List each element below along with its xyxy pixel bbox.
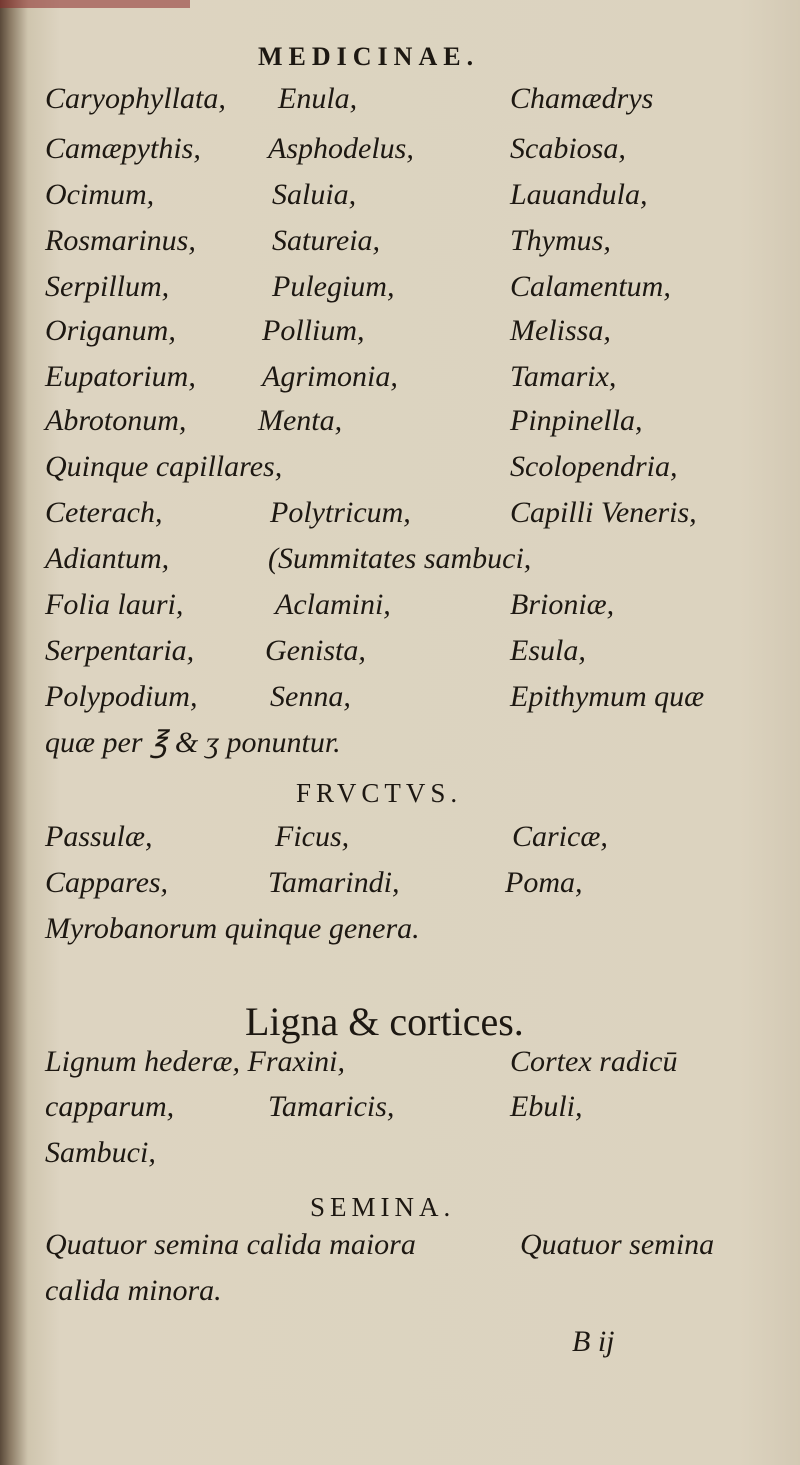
entry: Ocimum, (45, 178, 155, 211)
entry: Origanum, (45, 314, 176, 347)
entry: Caryophyllata, (45, 82, 226, 115)
entry: Quinque capillares, (45, 450, 283, 483)
entry: Cappares, (45, 866, 169, 899)
entry: Senna, (270, 680, 351, 713)
entry: Lignum hederæ, Fraxini, (45, 1045, 345, 1078)
entry: Epithymum quæ (510, 680, 705, 713)
entry: quæ per ℥ & ʒ ponuntur. (45, 726, 341, 759)
entry: Tamarindi, (268, 866, 400, 899)
entry: Enula, (278, 82, 358, 115)
entry: Chamædrys (510, 82, 654, 115)
entry: Genista, (265, 634, 366, 667)
entry: Passulæ, (45, 820, 153, 853)
entry: Polypodium, (45, 680, 198, 713)
entry: Quatuor semina (520, 1228, 715, 1261)
entry: Capilli Veneris, (510, 496, 697, 529)
entry: Pulegium, (272, 270, 395, 303)
entry: Cortex radicū (510, 1045, 678, 1078)
section-heading-ligna: Ligna & cortices. (245, 999, 524, 1044)
entry: Ebuli, (510, 1090, 583, 1123)
entry: Menta, (258, 404, 343, 437)
entry: Folia lauri, (45, 588, 184, 621)
entry: Camæpythis, (45, 132, 201, 165)
entry: Scolopendria, (510, 450, 678, 483)
entry: Agrimonia, (262, 360, 398, 393)
entry: calida minora. (45, 1274, 222, 1307)
entry: Scabiosa, (510, 132, 626, 165)
entry: Lauandula, (510, 178, 648, 211)
entry: Sambuci, (45, 1136, 156, 1169)
entry: Ceterach, (45, 496, 163, 529)
entry: Asphodelus, (268, 132, 414, 165)
entry: Serpillum, (45, 270, 170, 303)
entry: Caricæ, (512, 820, 608, 853)
signature-mark: B ij (572, 1325, 615, 1358)
entry: Saluia, (272, 178, 357, 211)
section-heading-semina: SEMINA. (310, 1192, 456, 1222)
entry: Quatuor semina calida maiora (45, 1228, 416, 1261)
entry: Polytricum, (270, 496, 411, 529)
entry: Serpentaria, (45, 634, 195, 667)
entry: Esula, (510, 634, 586, 667)
entry: Brioniæ, (510, 588, 615, 621)
entry: Tamaricis, (268, 1090, 395, 1123)
entry: Thymus, (510, 224, 611, 257)
entry: Abrotonum, (45, 404, 187, 437)
entry: capparum, (45, 1090, 175, 1123)
entry: Poma, (505, 866, 583, 899)
entry: Adiantum, (45, 542, 170, 575)
entry: (Summitates sambuci, (268, 542, 532, 575)
entry: Tamarix, (510, 360, 617, 393)
entry: Eupatorium, (45, 360, 196, 393)
entry: Satureia, (272, 224, 381, 257)
section-heading-fructus: FRVCTVS. (296, 778, 463, 808)
entry: Calamentum, (510, 270, 671, 303)
entry: Myrobanorum quinque genera. (45, 912, 420, 945)
entry: Ficus, (275, 820, 350, 853)
entry: Pollium, (262, 314, 365, 347)
entry: Rosmarinus, (45, 224, 196, 257)
section-heading-medicinae: MEDICINAE. (258, 42, 480, 71)
entry: Pinpinella, (510, 404, 643, 437)
page-edge-band (0, 0, 190, 8)
entry: Melissa, (510, 314, 611, 347)
entry: Aclamini, (275, 588, 391, 621)
